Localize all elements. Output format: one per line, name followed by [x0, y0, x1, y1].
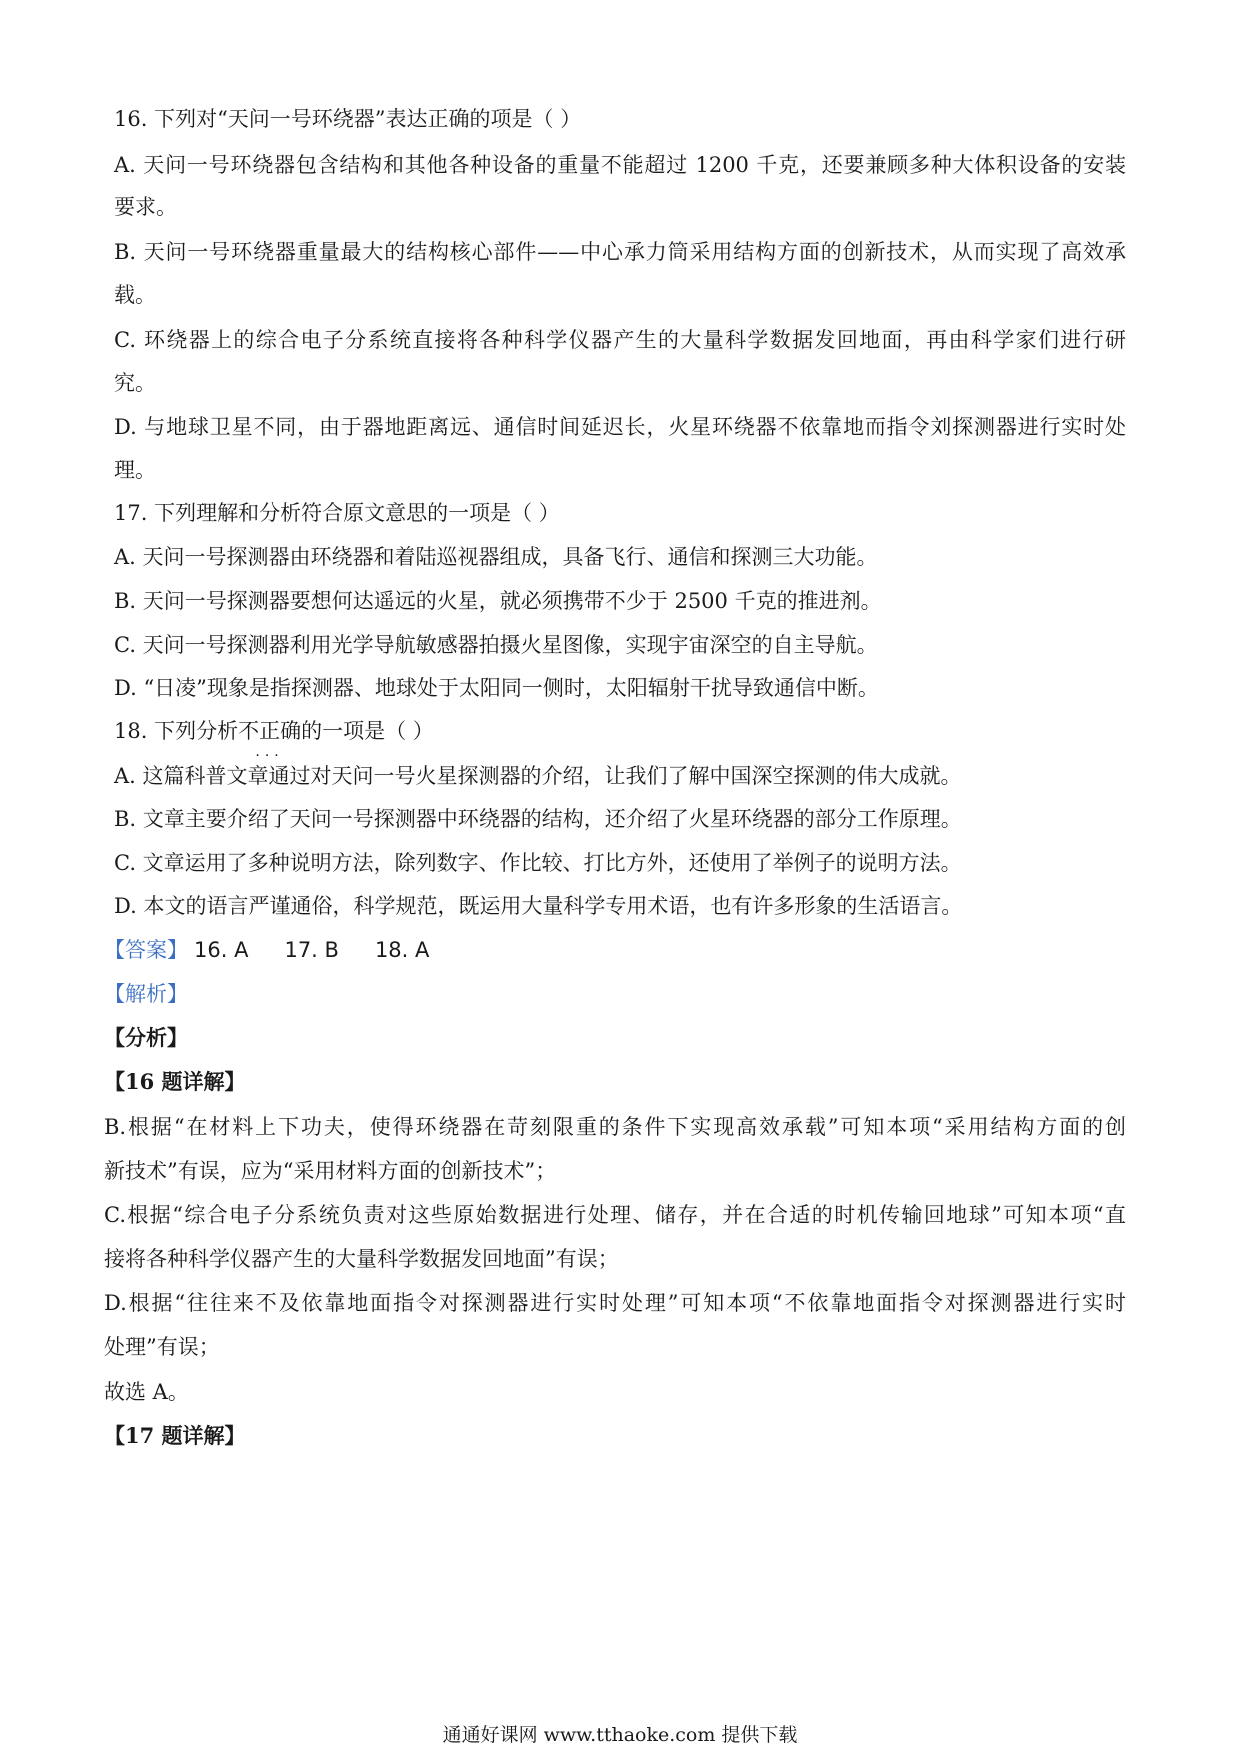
- q16-option-b-line2: 载。: [114, 283, 156, 307]
- q17-option-d: D. “日凌”现象是指探测器、地球处于太阳同一侧时，太阳辐射干扰导致通信中断。: [114, 676, 879, 700]
- emphasis-dots: ···: [255, 748, 284, 764]
- q16-option-d-line1: D. 与地球卫星不同，由于器地距离远、通信时间延迟长，火星环绕器不依靠地而指令刘探测器进行实时处: [114, 415, 1126, 439]
- q17-option-c: C. 天问一号探测器利用光学导航敏感器拍摄火星图像，实现宇宙深空的自主导航。: [114, 633, 878, 657]
- fenxi-label: 【分析】: [104, 1025, 188, 1050]
- q16-option-b-line1: B. 天问一号环绕器重量最大的结构核心部件——中心承力筒采用结构方面的创新技术，从而实现了高效承: [114, 240, 1126, 264]
- answer-16: 16. A: [194, 938, 249, 962]
- q16-option-a-line1: A. 天问一号环绕器包含结构和其他各种设备的重量不能超过 1200 千克，还要兼顾多种大体积设备的安装: [114, 153, 1126, 177]
- q16-option-c-line2: 究。: [114, 371, 156, 395]
- detail17-heading: 【17 题详解】: [104, 1423, 246, 1448]
- answer-line: [104, 935, 429, 965]
- answer-label: 【答案】: [104, 938, 188, 962]
- q17-option-b: B. 天问一号探测器要想何达遥远的火星，就必须携带不少于 2500 千克的推进剂。: [114, 589, 882, 613]
- q18-option-a: A. 这篇科普文章通过对天问一号火星探测器的介绍，让我们了解中国深空探测的伟大成就。: [114, 764, 962, 788]
- q16-option-d-line2: 理。: [114, 458, 156, 482]
- q18-stem-suffix: 的一项是（ ）: [301, 719, 434, 743]
- answer-17: 17. B: [284, 938, 339, 962]
- q18-emphasis-text: 不正确: [238, 719, 302, 743]
- q16-option-a-line2: 要求。: [114, 195, 177, 219]
- detail16-d-line2: 处理”有误；: [104, 1335, 220, 1359]
- detail16-conclusion: 故选 A。: [104, 1380, 189, 1404]
- detail16-d-line1: D.根据“往往来不及依靠地面指令对探测器进行实时处理”可知本项“不依靠地面指令对探测器进行实时: [104, 1291, 1126, 1315]
- analysis-label: 【解析】: [104, 982, 188, 1006]
- q18-option-c: C. 文章运用了多种说明方法，除列数字、作比较、打比方外，还使用了举例子的说明方法。: [114, 851, 962, 875]
- q18-stem-prefix: 18. 下列分析: [114, 719, 239, 743]
- answer-18: 18. A: [374, 938, 430, 962]
- detail16-heading: 【16 题详解】: [104, 1069, 246, 1094]
- detail16-b-line1: B.根据“在材料上下功夫，使得环绕器在苛刻限重的条件下实现高效承载”可知本项“采用结构方面的创: [104, 1115, 1126, 1139]
- q16-option-c-line1: C. 环绕器上的综合电子分系统直接将各种科学仪器产生的大量科学数据发回地面，再由科学家们进行研: [114, 328, 1126, 352]
- q18-option-b: B. 文章主要介绍了天问一号探测器中环绕器的结构，还介绍了火星环绕器的部分工作原理。: [114, 807, 962, 831]
- q17-option-a: A. 天问一号探测器由环绕器和着陆巡视器组成，具备飞行、通信和探测三大功能。: [114, 545, 878, 569]
- page-footer: 通通好课网 www.tthaoke.com 提供下载: [442, 1724, 798, 1746]
- detail16-b-line2: 新技术”有误，应为“采用材料方面的创新技术”；: [104, 1159, 557, 1183]
- q18-stem: [114, 716, 434, 764]
- q18-stem-emphasis: [238, 719, 302, 764]
- q18-option-d: D. 本文的语言严谨通俗，科学规范，既运用大量科学专用术语，也有许多形象的生活语言。: [114, 894, 963, 918]
- detail16-c-line1: C.根据“综合电子分系统负责对这些原始数据进行处理、储存，并在合适的时机传输回地球”可知本项“直: [104, 1203, 1126, 1227]
- q17-stem: 17. 下列理解和分析符合原文意思的一项是（ ）: [114, 501, 560, 525]
- q16-stem: 16. 下列对“天问一号环绕器”表达正确的项是（ ）: [114, 107, 582, 131]
- detail16-c-line2: 接将各种科学仪器产生的大量科学数据发回地面”有误；: [104, 1247, 619, 1271]
